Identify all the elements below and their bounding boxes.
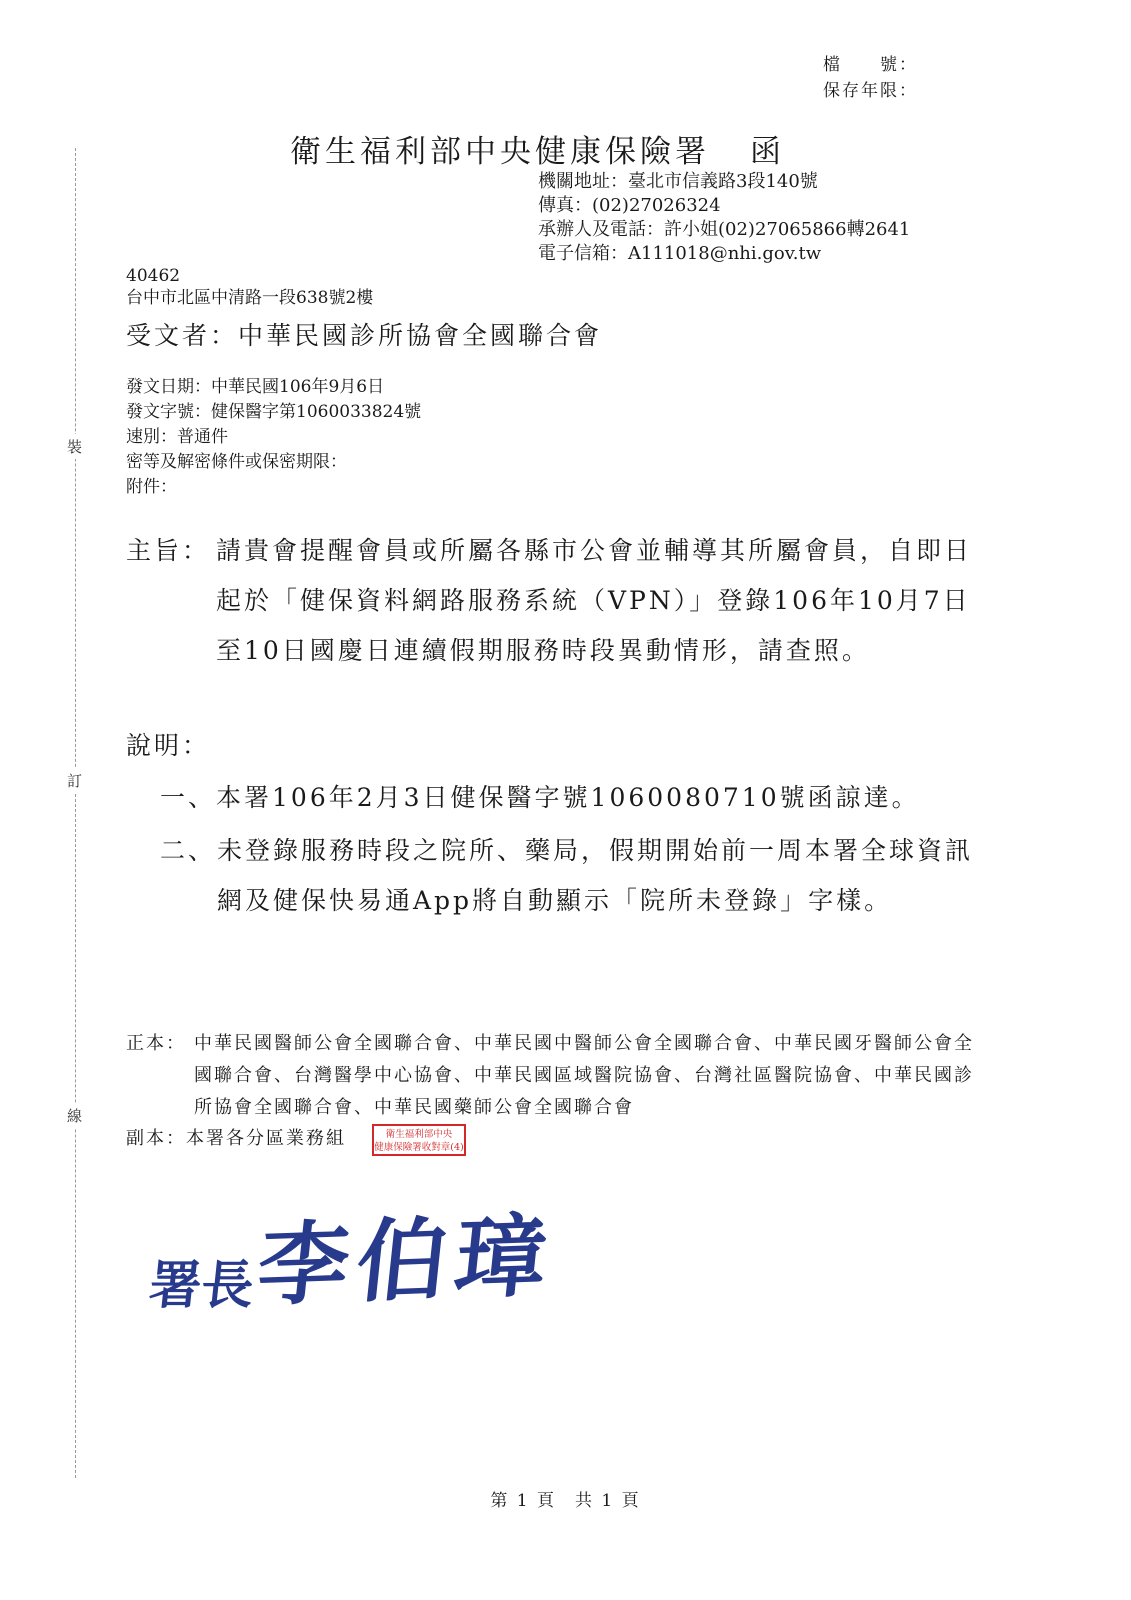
document-number: 發文字號：健保醫字第1060033824號 <box>126 402 422 422</box>
retention-period-label: 保存年限： <box>823 81 918 101</box>
main-recipients-label: 正本： <box>126 1033 186 1054</box>
item-number: 一、 <box>160 783 217 812</box>
issue-date: 發文日期：中華民國106年9月6日 <box>126 377 385 397</box>
seal-line-1: 衛生福利部中央 <box>385 1129 453 1140</box>
document-meta <box>126 375 421 500</box>
binding-line <box>75 148 76 1478</box>
explanation-item <box>160 826 975 926</box>
binding-mark-ding: 訂 <box>67 768 82 793</box>
item-text: 本署106年2月3日健保醫字號1060080710號函諒達。 <box>216 783 920 812</box>
agency-address: 機關地址：臺北市信義路3段140號 <box>538 171 818 192</box>
contact-info <box>538 170 910 266</box>
signature <box>146 1188 560 1320</box>
signature-name: 李伯璋 <box>252 1203 560 1320</box>
recipient-address-block <box>126 265 373 309</box>
item-number: 二、 <box>160 836 217 865</box>
signature-title: 署長 <box>146 1256 257 1316</box>
file-info <box>823 52 918 104</box>
explanation-label: 說明： <box>126 731 211 760</box>
secrecy-level: 密等及解密條件或保密期限： <box>126 452 347 472</box>
delivery-speed: 速別：普通件 <box>126 427 228 447</box>
binding-mark-zhuang: 裝 <box>67 434 82 459</box>
seal-line-2: 健康保險署收對章(4) <box>374 1142 464 1153</box>
file-number-label: 檔 號： <box>823 55 918 75</box>
zip-code: 40462 <box>126 266 181 286</box>
recipient: 受文者：中華民國診所協會全國聯合會 <box>126 321 603 350</box>
document-title <box>290 126 785 171</box>
subject-text: 請貴會提醒會員或所屬各縣市公會並輔導其所屬會員，自即日起於「健保資料網路服務系統（VPN）」登錄106年10月7日至10日國慶日連續假期服務時段異動情形，請查照。 <box>216 536 973 665</box>
distribution-main <box>126 1028 976 1124</box>
explanation-item <box>160 778 920 814</box>
carbon-copy: 副本：本署各分區業務組 <box>126 1128 346 1149</box>
attachments: 附件： <box>126 477 177 497</box>
subject-label: 主旨： <box>126 536 211 565</box>
document-type: 函 <box>750 134 785 170</box>
recipient-address: 台中市北區中清路一段638號2樓 <box>126 288 374 308</box>
subject-section <box>126 526 976 676</box>
main-recipients-text: 中華民國醫師公會全國聯合會、中華民國中醫師公會全國聯合會、中華民國牙醫師公會全國聯合會、台灣醫學中心協會、中華民國區域醫院協會、台灣社區醫院協會、中華民國診所協會全國聯合會、中華民國藥師公會全國聯合會 <box>194 1033 974 1118</box>
official-seal <box>372 1124 466 1156</box>
binding-mark-xian: 線 <box>67 1103 82 1128</box>
item-text: 未登錄服務時段之院所、藥局，假期開始前一周本署全球資訊網及健保快易通App將自動顯示「院所未登錄」字樣。 <box>217 836 974 915</box>
page-footer: 第 1 頁 共 1 頁 <box>490 1491 641 1511</box>
fax-number: 傳真：(02)27026324 <box>538 195 721 216</box>
email-address: 電子信箱：A111018@nhi.gov.tw <box>538 243 822 264</box>
agency-name: 衛生福利部中央健康保險署 <box>290 134 710 170</box>
handler-phone: 承辦人及電話：許小姐(02)27065866轉2641 <box>538 219 911 240</box>
